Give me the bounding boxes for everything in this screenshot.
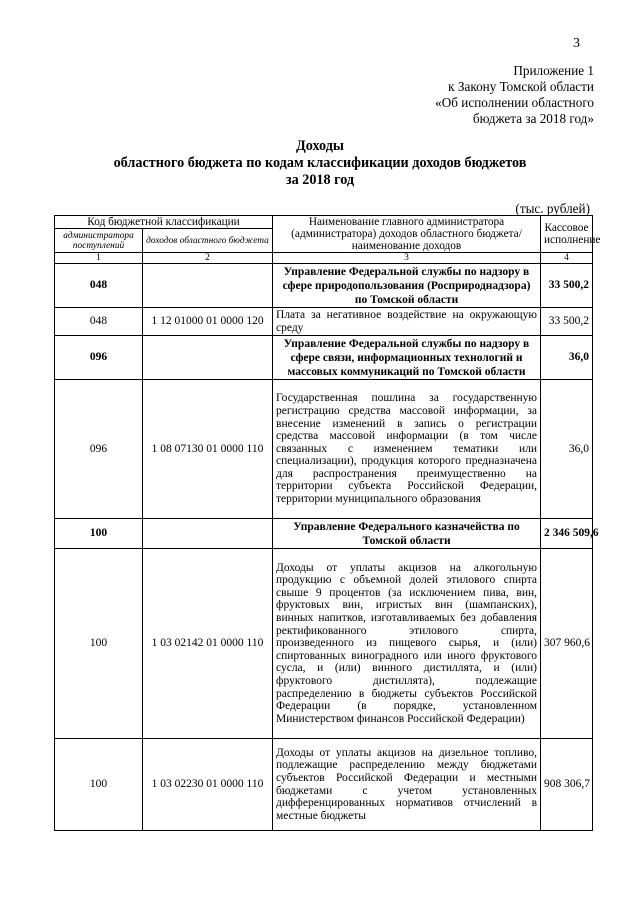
header-num: 1	[55, 253, 143, 264]
header-cash: Кассовое исполнение	[541, 216, 593, 253]
cell-name: Доходы от уплаты акцизов на алкогольную продукцию с объемной долей этилового спирта свыше 9 процентов (за исключением пива, вин, фруктовых вин, игристых вин (шампанских), винных напитков, изготавливаемых без добавления ректификованного этилового спирта, произведенного из пищевого сырья, и (или) спиртованных виноградного или иного фруктового сусла, и (или) винного дистиллята, и (или) фруктового дистиллята), подлежащие распределению в бюджеты субъектов Российской Федерации (в порядке, установленном Министерством финансов Российской Федерации)	[273, 549, 541, 739]
cell-admin: 100	[55, 739, 143, 831]
table-row	[55, 264, 593, 308]
header-name: Наименование главного администратора (администратора) доходов областного бюджета/ наименование доходов	[273, 216, 541, 253]
title-line: областного бюджета по кодам классификации доходов бюджетов	[113, 155, 527, 171]
cell-name: Управление Федеральной службы по надзору в сфере связи, информационных технологий и массовых коммуникаций по Томской области	[273, 336, 541, 380]
header-num: 4	[541, 253, 593, 264]
cell-amount: 33 500,2	[541, 264, 593, 308]
header-num: 2	[143, 253, 273, 264]
cell-code: 1 03 02142 01 0000 110	[143, 549, 273, 739]
appendix-note	[435, 63, 594, 127]
cell-code	[143, 519, 273, 549]
cell-code: 1 08 07130 01 0000 110	[143, 380, 273, 519]
document-title	[0, 138, 640, 189]
cell-amount: 36,0	[541, 336, 593, 380]
table-row	[55, 308, 593, 336]
cell-code	[143, 264, 273, 308]
cell-amount: 307 960,6	[541, 549, 593, 739]
page-number: 3	[573, 36, 580, 51]
appendix-line: «Об исполнении областного	[435, 95, 594, 110]
cell-admin: 100	[55, 519, 143, 549]
cell-admin: 048	[55, 308, 143, 336]
header-code-group: Код бюджетной классификации	[55, 216, 273, 229]
header-num: 3	[273, 253, 541, 264]
appendix-line: к Закону Томской области	[448, 79, 594, 94]
cell-amount: 36,0	[541, 380, 593, 519]
table-row	[55, 380, 593, 519]
table-row	[55, 739, 593, 831]
cell-admin: 096	[55, 336, 143, 380]
appendix-line: Приложение 1	[513, 63, 594, 78]
cell-name: Государственная пошлина за государственную регистрацию средства массовой информации, за внесение изменений в запись о регистрации средства массовой информации (в том числе связанных с изменением тематики или специализации), продукция которого предназначена для распространения преимущественно на территории субъекта Российской Федерации, территории муниципального образования	[273, 380, 541, 519]
cell-code	[143, 336, 273, 380]
title-line: за 2018 год	[285, 172, 355, 188]
table-row	[55, 519, 593, 549]
cell-code: 1 12 01000 01 0000 120	[143, 308, 273, 336]
header-admin: администратора поступлений	[55, 229, 143, 253]
cell-amount: 908 306,7	[541, 739, 593, 831]
cell-name: Управление Федеральной службы по надзору в сфере природопользования (Росприроднадзора) по Томской области	[273, 264, 541, 308]
cell-admin: 048	[55, 264, 143, 308]
table-row	[55, 336, 593, 380]
cell-admin: 100	[55, 549, 143, 739]
revenue-table	[54, 215, 601, 831]
cell-admin: 096	[55, 380, 143, 519]
cell-name: Плата за негативное воздействие на окружающую среду	[273, 308, 541, 336]
cell-code: 1 03 02230 01 0000 110	[143, 739, 273, 831]
appendix-line: бюджета за 2018 год»	[472, 111, 594, 126]
header-income: доходов областного бюджета	[143, 229, 273, 253]
cell-amount: 2 346 509,6	[541, 519, 593, 549]
cell-name: Управление Федерального казначейства по Томской области	[273, 519, 541, 549]
title-line: Доходы	[296, 138, 344, 154]
unit-label: (тыс. рублей)	[515, 201, 590, 216]
cell-name: Доходы от уплаты акцизов на дизельное топливо, подлежащие распределению между бюджетами субъектов Российской Федерации и местными бюджетами с учетом установленных дифференцированных нормативов отчислений в местные бюджеты	[273, 739, 541, 831]
cell-amount: 33 500,2	[541, 308, 593, 336]
table-row	[55, 549, 593, 739]
